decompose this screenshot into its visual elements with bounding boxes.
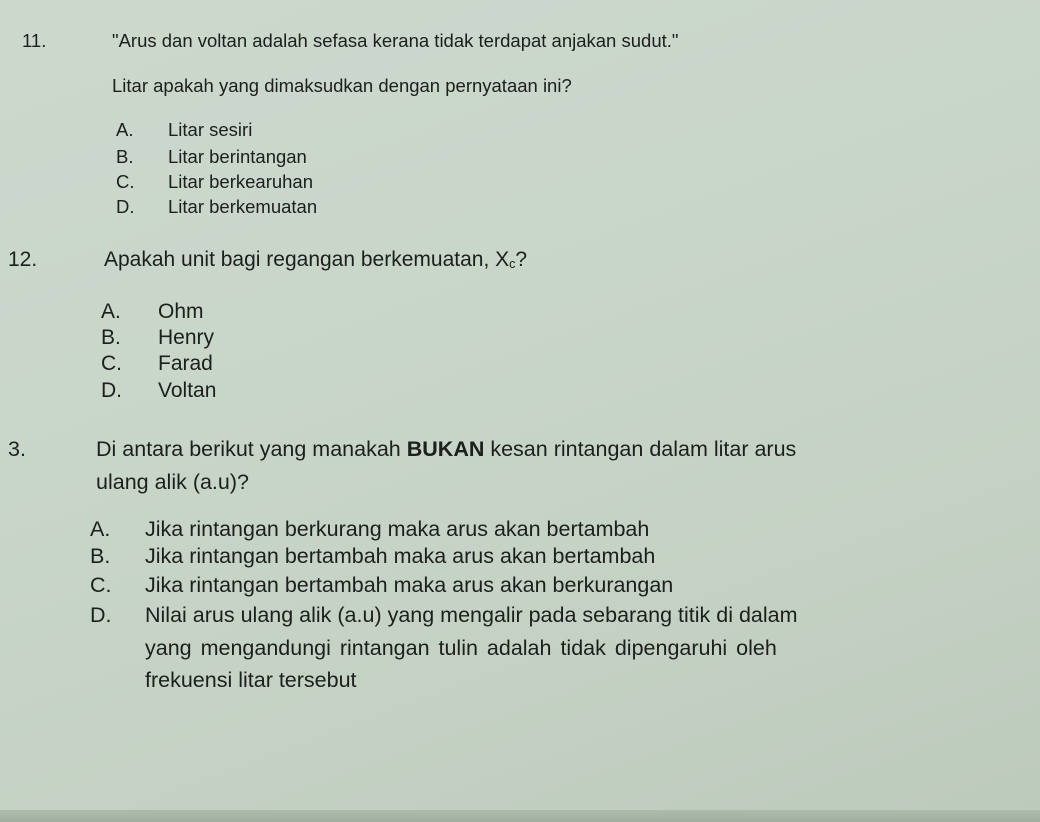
option-letter: C. <box>90 573 112 597</box>
option-letter: A. <box>101 300 121 323</box>
option-text: Litar berkemuatan <box>168 196 318 217</box>
question-number: 11. <box>22 30 47 51</box>
option-letter: C. <box>116 171 135 192</box>
option-text: Litar berkearuhan <box>168 171 314 192</box>
stem-before-bold: Di antara berikut yang manakah <box>96 437 407 461</box>
question-number: 12. <box>8 248 38 271</box>
option-letter: A. <box>116 119 134 140</box>
option-letter: D. <box>90 603 112 627</box>
stem-after-bold: kesan rintangan dalam litar arus <box>484 437 797 461</box>
option-a[interactable] <box>116 119 252 141</box>
option-text: Nilai arus ulang alik (a.u) yang mengalir pada sebarang titik di dalam <box>145 603 798 627</box>
stem-prefix: Apakah unit bagi regangan berkemuatan, X <box>104 248 510 271</box>
option-text: Ohm <box>158 300 204 323</box>
option-letter: A. <box>90 517 111 541</box>
option-d-continuation-2: frekuensi litar tersebut <box>145 668 357 692</box>
question-stem: Litar apakah yang dimaksudkan dengan pernyataan ini? <box>112 75 572 96</box>
option-b[interactable] <box>90 544 655 569</box>
question-statement: "Arus dan voltan adalah sefasa kerana tidak terdapat anjakan sudut." <box>112 30 679 51</box>
option-c[interactable] <box>90 573 673 598</box>
option-text: Farad <box>158 352 213 375</box>
option-letter: B. <box>101 326 121 349</box>
stem-suffix: ? <box>515 248 528 271</box>
option-letter: C. <box>101 352 122 375</box>
option-c[interactable] <box>101 352 213 376</box>
option-a[interactable] <box>90 517 649 542</box>
stem-subscript: c <box>509 256 516 271</box>
option-b[interactable] <box>101 326 214 350</box>
question-stem-line2: ulang alik (a.u)? <box>96 470 249 494</box>
option-a[interactable] <box>101 300 204 324</box>
question-stem <box>104 248 527 272</box>
page-edge-shadow <box>0 810 1040 822</box>
option-d[interactable] <box>90 603 798 628</box>
option-letter: B. <box>90 544 111 568</box>
question-number: 3. <box>8 437 26 461</box>
option-text: Litar sesiri <box>168 119 253 140</box>
option-text: Jika rintangan berkurang maka arus akan bertambah <box>145 517 650 541</box>
option-text: Henry <box>158 326 215 349</box>
option-letter: D. <box>101 379 122 402</box>
question-stem <box>96 437 796 462</box>
option-text: Voltan <box>158 379 217 402</box>
option-text: Jika rintangan bertambah maka arus akan berkurangan <box>145 573 674 597</box>
option-letter: D. <box>116 196 135 217</box>
option-text: Jika rintangan bertambah maka arus akan bertambah <box>145 544 656 568</box>
option-letter: B. <box>116 146 134 167</box>
option-b[interactable] <box>116 146 307 168</box>
option-d[interactable] <box>101 379 216 403</box>
option-text: Litar berintangan <box>168 146 307 167</box>
option-d-continuation: yang mengandungi rintangan tulin adalah tidak dipengaruhi oleh <box>145 636 777 660</box>
option-d[interactable] <box>116 196 317 218</box>
stem-bold: BUKAN <box>406 437 485 461</box>
option-c[interactable] <box>116 171 313 193</box>
